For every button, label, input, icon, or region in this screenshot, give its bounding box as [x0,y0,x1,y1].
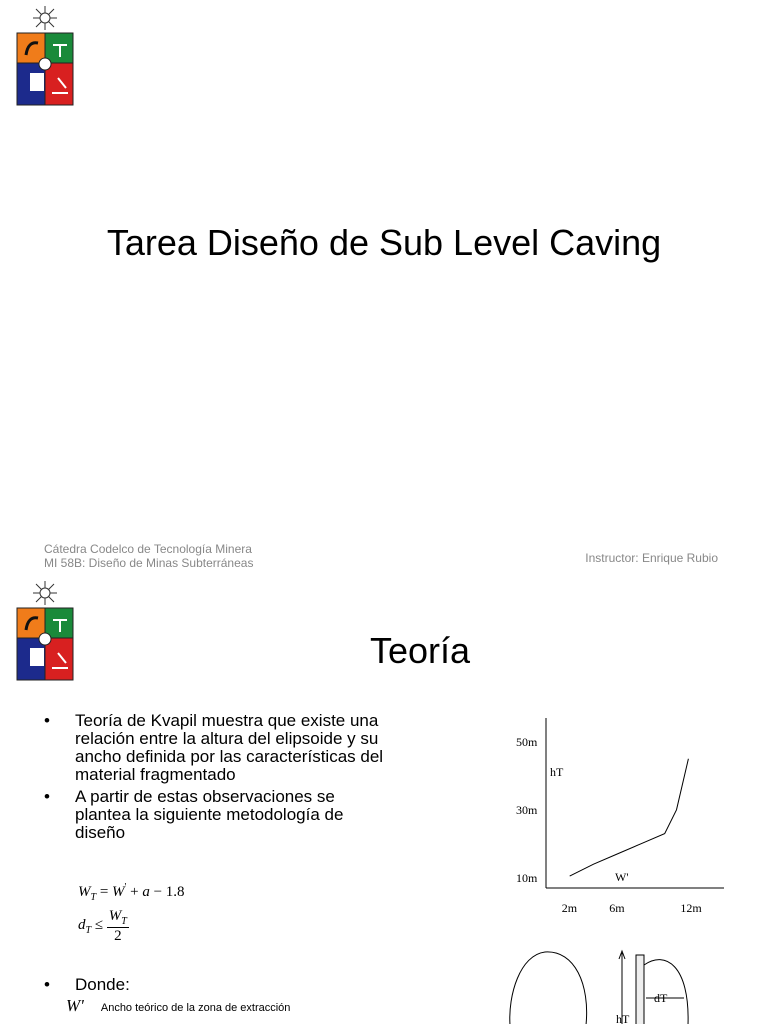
y-tick-label: 10m [516,870,538,885]
drawpoint-column [636,955,644,1024]
slide-title: Tarea Diseño de Sub Level Caving [106,222,662,263]
ellipsoid-diagram [500,945,700,1024]
slide-title: Teoría [369,630,471,671]
footer-line: Cátedra Codelco de Tecnología Minera [44,542,252,556]
list-item: • Donde: [44,975,130,994]
bullet-text: Teoría de Kvapil muestra que existe una relación entre la altura del elipsoide y su ancho definida por las características del material fragmentado [75,711,384,784]
donde-label: Donde: [75,975,130,994]
footer-instructor: Instructor: Enrique Rubio [585,551,718,565]
y-axis-label: hT [550,765,564,779]
series-line [570,759,689,876]
formula-wt: $W_T = W' + a - 1.8$ [78,882,185,903]
y-tick-label: 50m [516,734,538,749]
bullet-text: A partir de estas observaciones se plantea la siguiente metodología de diseño [75,787,344,842]
formula-dt: $d_T$ ≤ $\frac{W_T}{2}$ [78,908,127,944]
footer-course [44,542,253,570]
university-logo [14,578,76,682]
list-item: • A partir de estas observaciones se plantea la siguiente metodología de diseño [44,788,384,842]
list-item: • Teoría de Kvapil muestra que existe una relación entre la altura del elipsoide y su ancho definida por las características del material fragmentado [44,711,384,784]
x-tick-label: 12m [680,901,702,915]
x-axis-label: W' [615,870,629,884]
definition-text: Ancho teórico de la zona de extracción [100,1002,291,1014]
footer-line: MI 58B: Diseño de Minas Subterráneas [44,556,254,570]
definition-symbol: W' [66,996,84,1015]
height-width-chart [500,710,740,925]
x-tick-label: 6m [609,901,625,915]
x-tick-label: 2m [561,901,578,915]
extraction-ellipsoid [510,952,587,1024]
university-logo [14,3,76,107]
y-tick-label: 30m [516,802,538,817]
bullet-list [44,712,384,846]
ht-label: hT [616,1012,630,1024]
definition-row [66,996,290,1016]
dt-label: dT [654,991,668,1005]
